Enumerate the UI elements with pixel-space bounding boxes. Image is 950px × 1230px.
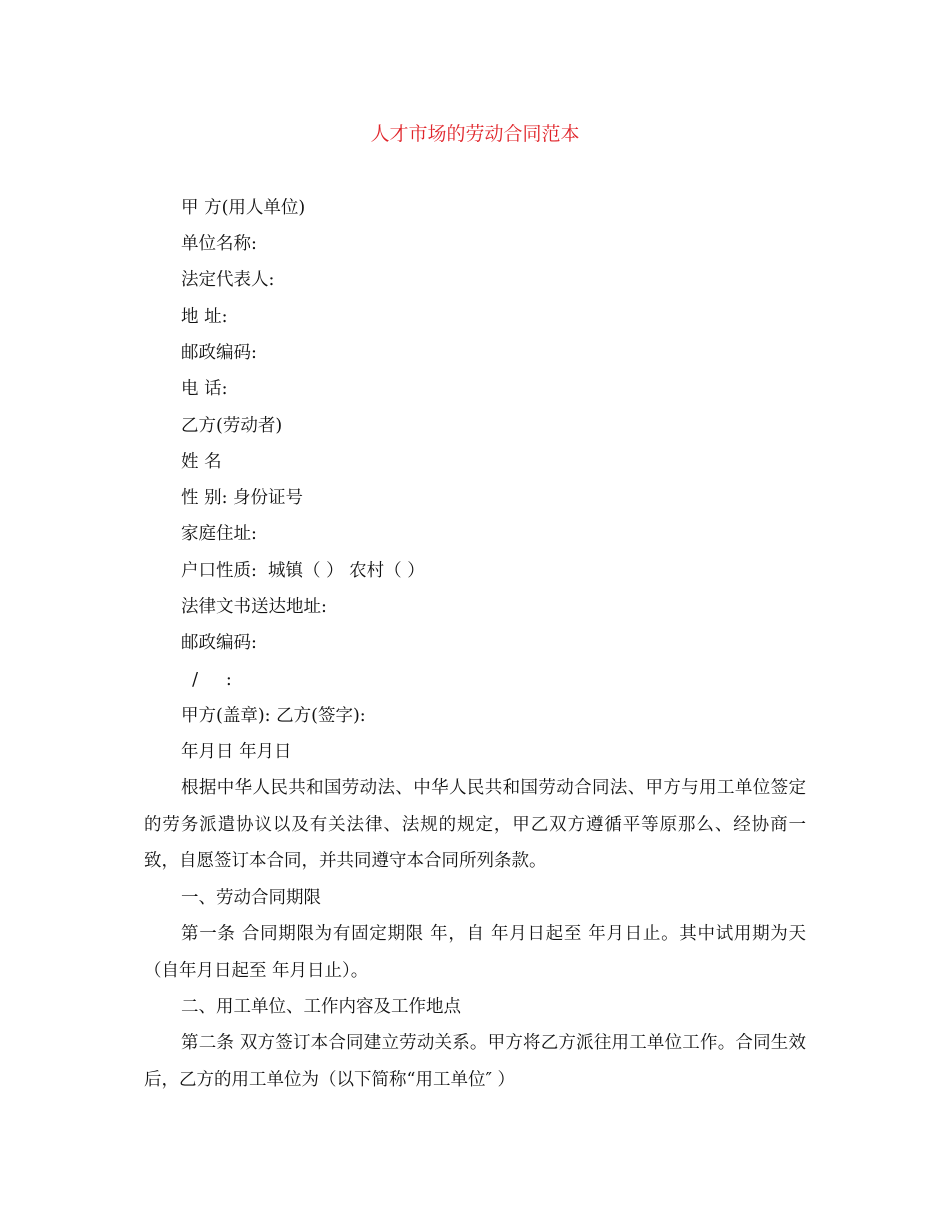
document-title: 人才市场的劳动合同范本 xyxy=(370,123,580,145)
article-2-paragraph: 第二条 双方签订本合同建立劳动关系。甲方将乙方派往用工单位工作。合同生效后，乙方的用工单位为（以下简称“用工单位″ ） xyxy=(144,1033,806,1090)
employer-phone-field: 电 话: xyxy=(181,379,228,399)
legal-representative-field: 法定代表人: xyxy=(181,270,275,290)
party-a-heading: 甲 方(用人单位) xyxy=(181,198,306,218)
employer-postcode-field: 邮政编码: xyxy=(181,343,257,363)
home-address-field: 家庭住址: xyxy=(181,524,257,544)
worker-postcode-field: 邮政编码: xyxy=(181,633,257,653)
employer-address-field: 地 址: xyxy=(181,307,228,327)
article-1-paragraph: 第一条 合同期限为有固定期限 年，自 年月日起至 年月日止。其中试用期为天（自年月日起至 年月日止）。 xyxy=(144,924,806,981)
party-b-heading: 乙方(劳动者) xyxy=(181,416,283,436)
worker-name-field: 姓 名 xyxy=(181,452,222,472)
legal-delivery-address-field: 法律文书送达地址: xyxy=(181,597,327,617)
signature-line: 甲方(盖章): 乙方(签字): xyxy=(181,706,366,726)
section-2-heading: 二、用工单位、工作内容及工作地点 xyxy=(181,997,461,1017)
contact-field: / : xyxy=(181,670,232,690)
household-type-field: 户口性质: 城镇（ ） 农村（ ） xyxy=(181,561,425,581)
worker-gender-id-field: 性 别: 身份证号 xyxy=(181,488,304,508)
signature-date-line: 年月日 年月日 xyxy=(181,742,292,762)
preamble-paragraph: 根据中华人民共和国劳动法、中华人民共和国劳动合同法、甲方与用工单位签定的劳务派遣协议以及有关法律、法规的规定，甲乙双方遵循平等原那么、经协商一致，自愿签订本合同，并共同遵守本合同所列条款。 xyxy=(144,778,806,871)
section-1-heading: 一、劳动合同期限 xyxy=(181,888,321,908)
employer-name-field: 单位名称: xyxy=(181,234,257,254)
